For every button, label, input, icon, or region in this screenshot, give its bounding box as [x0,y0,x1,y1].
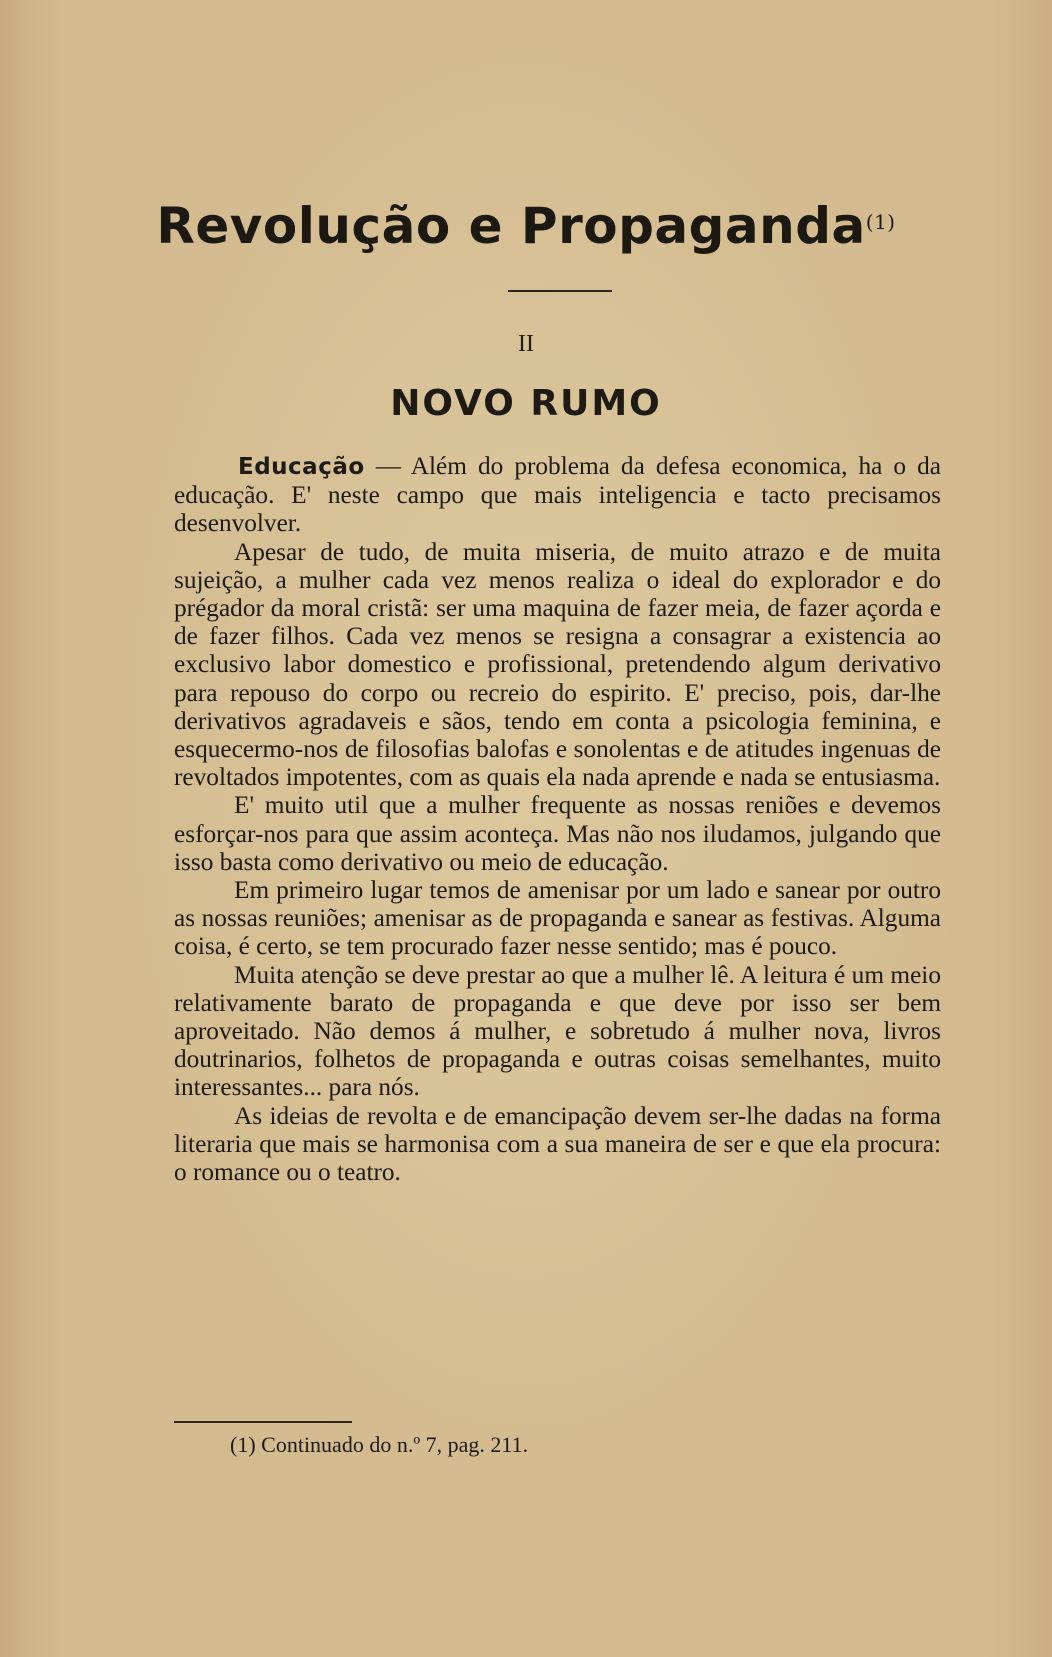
body-paragraph: Apesar de tudo, de muita miseria, de muito atrazo e de muita sujeição, a mulher cada vez menos realiza o ideal do explorador e do prégador da moral cristã: ser uma maquina de fazer meia, de fazer açorda e de fazer filhos. Cada vez menos se resigna a consagrar a existencia ao exclusivo labor domestico e profissional, pretendendo algum derivativo para repouso do corpo ou recreio do espirito. E' preciso, pois, dar-lhe derivativos agradaveis e sãos, tendo em conta a psicologia feminina, e esquecermo-nos de filosofias balofas e sonolentas e de atitudes ingenuas de revoltados impotentes, com as quais ela nada aprende e nada se entusiasma. [174,537,941,792]
body-paragraph: Muita atenção se deve prestar ao que a mulher lê. A leitura é um meio relativamente barato de propaganda e que deve por isso ser bem aproveitado. Não demos á mulher, e sobretudo á mulher nova, livros doutrinarios, folhetos de propaganda e outras coisas semelhantes, muito interessantes... para nós. [174,960,941,1102]
part-number: II [518,331,534,357]
article-title-text: Revolução e Propaganda [156,197,866,255]
body-paragraph [174,452,941,538]
lead-word: Educação [238,454,365,480]
body-paragraph: E' muito util que a mulher frequente as nossas reniões e devemos esforçar-nos para que assim aconteça. Mas não nos iludamos, julgando que isso basta como derivativo ou meio de educação. [174,791,941,876]
body-paragraph: As ideias de revolta e de emancipação devem ser-lhe dadas na forma literaria que mais se harmonisa com a sua maneira de ser e que ela procura: o romance ou o teatro. [174,1101,941,1187]
footnote-reference: (1) [865,210,896,234]
article-body [174,452,941,1186]
article-title [0,196,1052,256]
section-title: NOVO RUMO [390,383,662,424]
footnote: (1) Continuado do n.º 7, pag. 211. [230,1432,529,1457]
footnote-divider [174,1421,352,1423]
body-paragraph: Em primeiro lugar temos de amenisar por um lado e sanear por outro as nossas reuniões; amenisar as de propaganda e sanear as festivas. Alguma coisa, é certo, se tem procurado fazer nesse sentido; mas é pouco. [174,876,941,961]
paragraph-text: Além do problema da defesa economica, ha o da educação. E' neste campo que mais inteligencia e tacto precisamos desenvolver. [174,452,941,538]
lead-dash: — [364,452,411,480]
title-divider [508,290,612,292]
